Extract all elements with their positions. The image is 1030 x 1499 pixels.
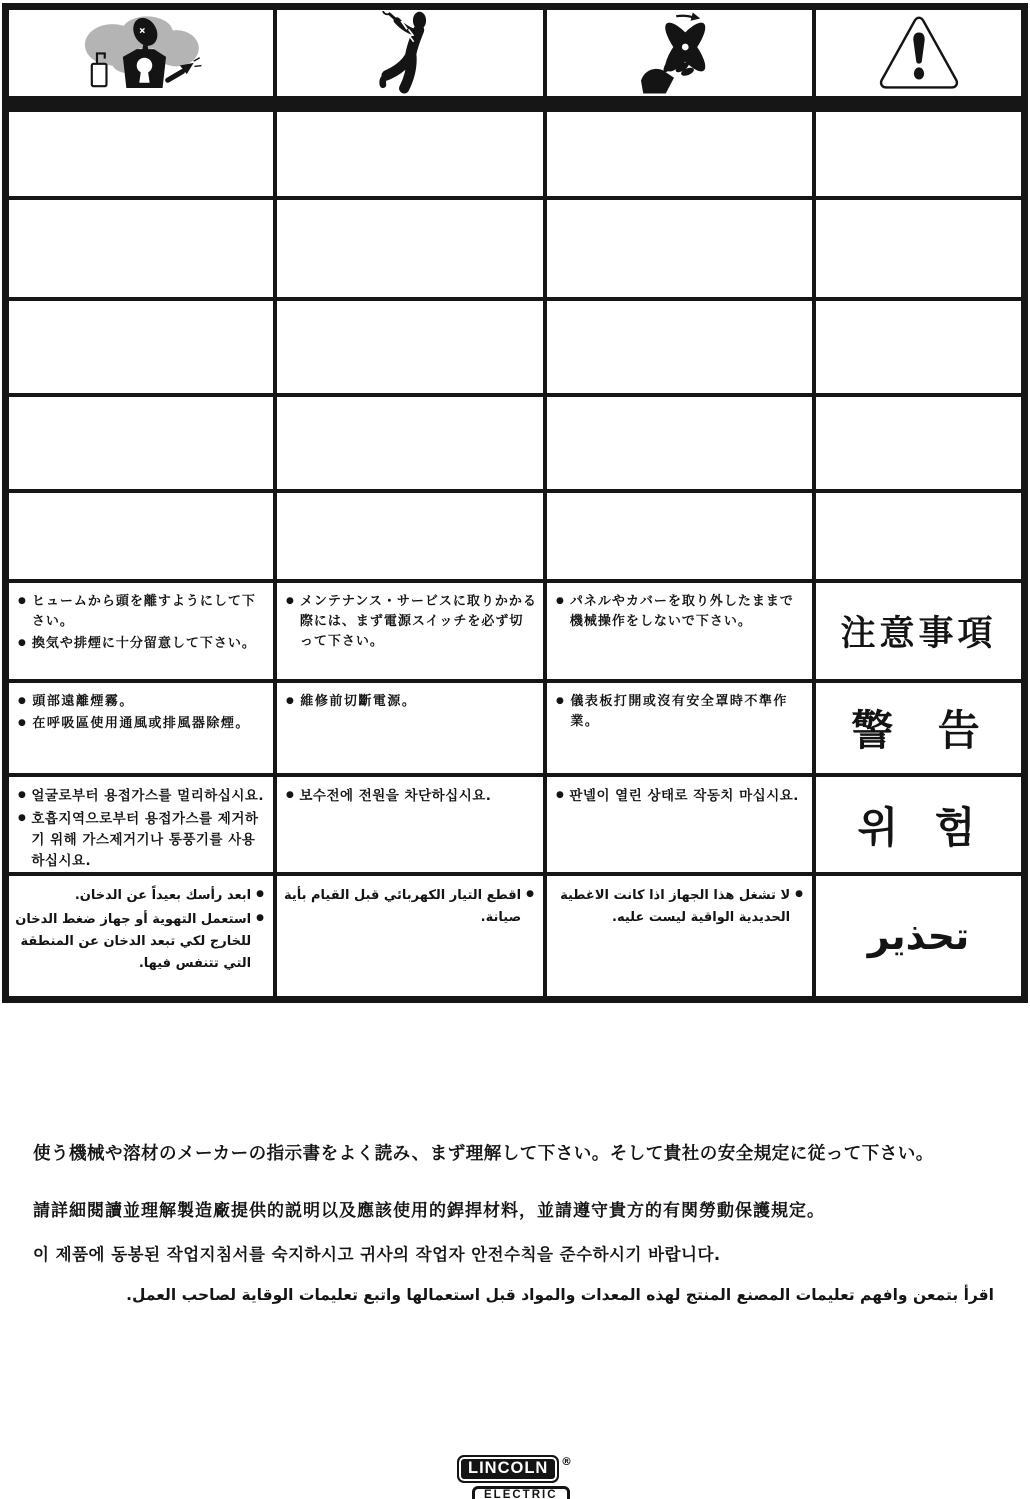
warning-text: メンテナンス・サービスに取りかかる際には、まず電源スイッチを必ず切って下さい。 bbox=[299, 594, 537, 650]
warning-cell-ko-fumes bbox=[9, 777, 273, 872]
warning-cell-zh-electric bbox=[277, 683, 543, 773]
warning-text: 얼굴로부터 용접가스를 멀리하십시요. bbox=[31, 788, 265, 804]
footer-instruction-arabic: اقرأ بتمعن وافهم تعليمات المصنع المنتج لهذه المعدات والمواد قبل استعمالها واتبع تعليمات الوقاية لصاحب العمل. bbox=[126, 1286, 994, 1304]
lincoln-electric-logo bbox=[457, 1455, 587, 1499]
bullet-dot: ● bbox=[556, 596, 565, 606]
empty-cell bbox=[9, 200, 273, 297]
header-cell-moving-parts bbox=[547, 10, 812, 96]
signal-text: تحذير bbox=[867, 914, 970, 958]
warning-bullet bbox=[18, 809, 267, 872]
warning-bullet bbox=[18, 634, 267, 654]
empty-cell bbox=[547, 493, 812, 579]
warning-text: パネルやカバーを取り外したままで機械操作をしないで下さい。 bbox=[569, 594, 794, 630]
empty-cell bbox=[547, 301, 812, 393]
warning-text: استعمل التهوية أو جهاز ضغط الدخان للخارج لكي تبعد الدخان عن المنطقة التي تتنفس فيها. bbox=[15, 912, 252, 972]
warning-bullet bbox=[18, 714, 267, 734]
warning-text: 호흡지역으로부터 용접가스를 제거하기 위해 가스제거기나 통풍기를 사용하십시요. bbox=[31, 810, 259, 869]
bullet-dot: ● bbox=[286, 596, 295, 606]
header-cell-fumes bbox=[9, 10, 273, 96]
empty-cell bbox=[9, 493, 273, 579]
bullet-dot: ● bbox=[18, 696, 28, 706]
empty-cell bbox=[816, 301, 1021, 393]
footer-instruction-chinese: 請詳細閱讀並理解製造廠提供的説明以及應該使用的銲捍材料，並請遵守貴方的有関勞動保護規定。 bbox=[33, 1201, 825, 1221]
warning-text: 판넬이 열린 상태로 작동치 마십시요. bbox=[569, 788, 799, 804]
signal-word-chinese bbox=[816, 683, 1021, 773]
bullet-dot: ● bbox=[256, 913, 264, 924]
warning-text: اقطع التيار الكهربائي قبل القيام بأية صيانة. bbox=[283, 888, 522, 926]
warning-bullet bbox=[286, 692, 537, 712]
empty-cell bbox=[277, 200, 543, 297]
warning-bullet bbox=[286, 592, 537, 652]
warning-bullet bbox=[283, 885, 534, 929]
footer-instruction-japanese: 使う機械や溶材のメーカーの指示書をよく読み、まず理解して下さい。そして貴社の安全規定に従って下さい。 bbox=[33, 1144, 934, 1164]
signal-word-korean bbox=[816, 777, 1021, 872]
header-separator-bar bbox=[9, 100, 1021, 108]
bullet-dot: ● bbox=[256, 889, 264, 899]
moving-parts-icon bbox=[638, 11, 722, 95]
warning-bullet bbox=[553, 885, 803, 929]
logo-electric-box: ELECTRIC bbox=[472, 1486, 570, 1499]
warning-bullet bbox=[18, 592, 267, 632]
warning-cell-ja-fumes bbox=[9, 583, 273, 679]
warning-cell-ko-parts bbox=[547, 777, 812, 872]
warning-text: ヒュームから頭を離すようにして下さい。 bbox=[31, 594, 256, 630]
warning-text: 보수전에 전원을 차단하십시요. bbox=[299, 788, 492, 804]
warning-text: 在呼吸區使用通風或排風器除煙。 bbox=[32, 716, 250, 732]
empty-cell bbox=[547, 200, 812, 297]
warning-bullet bbox=[15, 885, 264, 907]
empty-cell bbox=[9, 112, 273, 196]
empty-cell bbox=[816, 200, 1021, 297]
warning-cell-ar-fumes bbox=[9, 876, 273, 996]
bullet-dot: ● bbox=[286, 790, 295, 800]
empty-cell bbox=[277, 397, 543, 489]
bullet-dot: ● bbox=[286, 696, 296, 706]
signal-text: 위 험 bbox=[857, 802, 980, 852]
bullet-dot: ● bbox=[556, 696, 566, 706]
warning-cell-ar-electric bbox=[277, 876, 543, 996]
warning-bullet bbox=[556, 786, 806, 807]
safety-warnings-table bbox=[2, 3, 1028, 1003]
signal-word-japanese bbox=[816, 583, 1021, 679]
bullet-dot: ● bbox=[18, 596, 27, 606]
registered-trademark-icon: ® bbox=[561, 1455, 572, 1468]
warning-text: 儀表板打開或沒有安全罩時不準作業。 bbox=[570, 694, 788, 730]
warning-text: ابعد رأسك بعيداً عن الدخان. bbox=[74, 888, 252, 903]
warning-cell-ko-electric bbox=[277, 777, 543, 872]
warning-bullet bbox=[18, 786, 267, 807]
warning-bullet bbox=[556, 592, 806, 632]
empty-cell bbox=[816, 493, 1021, 579]
fume-hazard-icon bbox=[43, 12, 239, 94]
empty-cell bbox=[547, 112, 812, 196]
header-cell-general-warning bbox=[816, 10, 1021, 96]
warning-cell-ja-electric bbox=[277, 583, 543, 679]
warning-cell-ar-parts bbox=[547, 876, 812, 996]
electric-shock-icon bbox=[370, 11, 450, 95]
warning-cell-zh-fumes bbox=[9, 683, 273, 773]
footer-instruction-korean: 이 제품에 동봉된 작업지침서를 숙지하시고 귀사의 작업자 안전수칙을 준수하시기 바랍니다. bbox=[33, 1245, 721, 1264]
bullet-dot: ● bbox=[18, 812, 27, 823]
warning-cell-zh-parts bbox=[547, 683, 812, 773]
signal-text: 警 告 bbox=[851, 706, 986, 755]
warning-bullet bbox=[286, 786, 537, 807]
bullet-dot: ● bbox=[18, 638, 27, 649]
empty-cell bbox=[9, 397, 273, 489]
bullet-dot: ● bbox=[18, 718, 28, 729]
empty-cell bbox=[816, 112, 1021, 196]
warning-text: 換気や排煙に十分留意して下さい。 bbox=[31, 636, 256, 652]
warning-bullet bbox=[18, 692, 267, 712]
empty-cell bbox=[277, 301, 543, 393]
bullet-dot: ● bbox=[526, 889, 534, 899]
warning-cell-ja-parts bbox=[547, 583, 812, 679]
warning-bullet bbox=[556, 692, 806, 732]
header-cell-electric-shock bbox=[277, 10, 543, 96]
bullet-dot: ● bbox=[795, 889, 803, 899]
bullet-dot: ● bbox=[556, 790, 565, 800]
logo-lincoln-box: LINCOLN bbox=[457, 1455, 559, 1483]
signal-word-arabic bbox=[816, 876, 1021, 996]
warning-text: لا تشغل هذا الجهاز اذا كانت الاغطية الحديدية الواقية ليست عليه. bbox=[560, 888, 791, 926]
empty-cell bbox=[277, 493, 543, 579]
warning-triangle-icon bbox=[876, 13, 962, 93]
bullet-dot: ● bbox=[18, 790, 27, 800]
warning-bullet bbox=[15, 909, 264, 975]
empty-cell bbox=[547, 397, 812, 489]
empty-cell bbox=[9, 301, 273, 393]
empty-cell bbox=[277, 112, 543, 196]
empty-cell bbox=[816, 397, 1021, 489]
signal-text: 注意事項 bbox=[840, 614, 997, 654]
warning-text: 維修前切斷電源。 bbox=[300, 694, 417, 709]
warning-text: 頭部遠離煙霧。 bbox=[32, 694, 134, 709]
